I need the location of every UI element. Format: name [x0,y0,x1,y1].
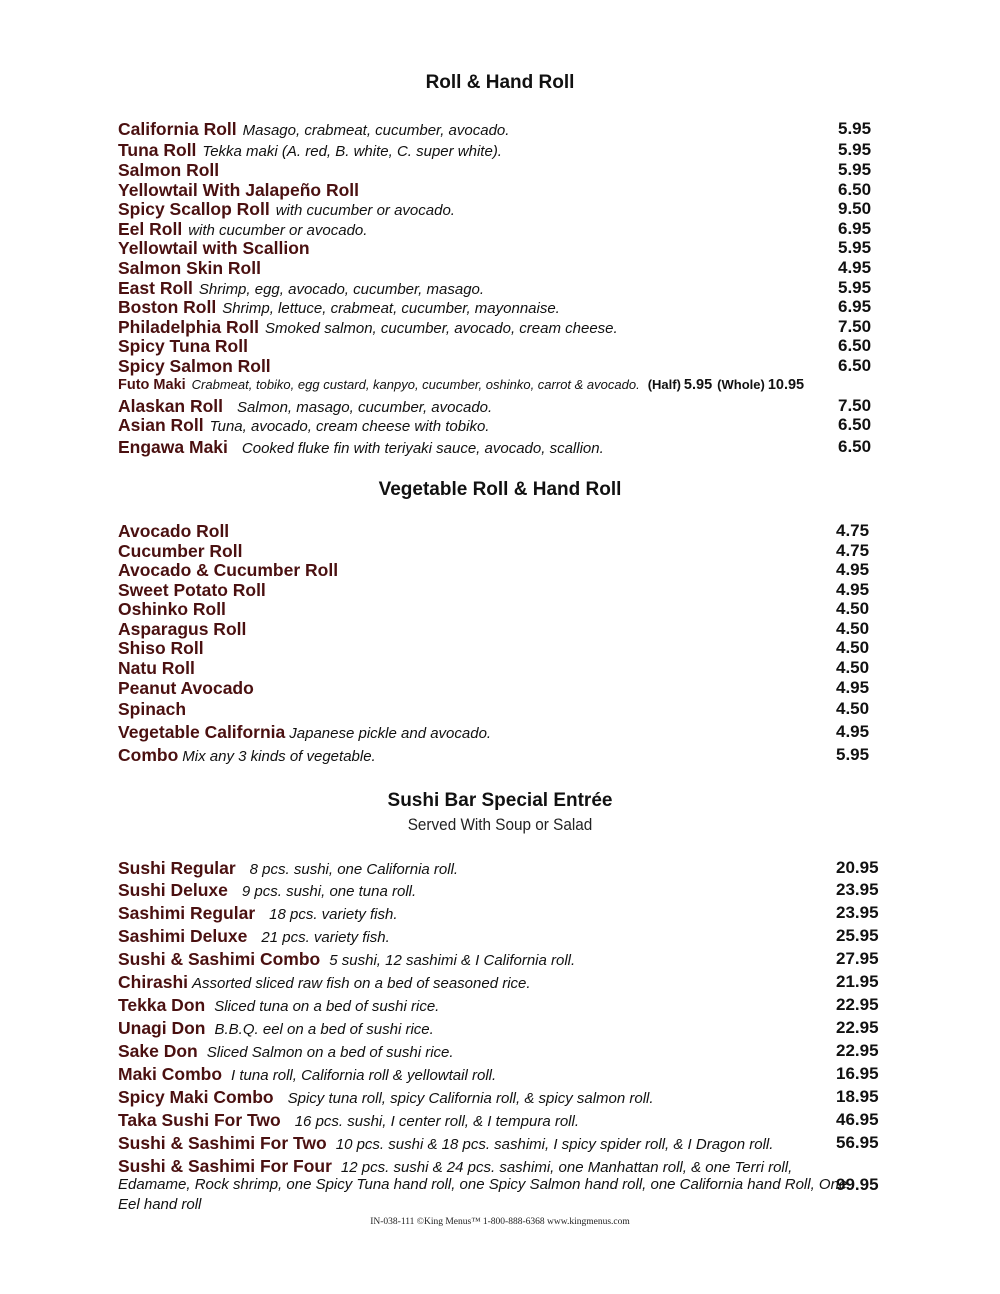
item-name: Sushi & Sashimi Combo [118,949,321,969]
section-title-special: Sushi Bar Special Entrée [387,790,613,811]
item-name: Boston Roll [118,297,217,317]
item-desc: 18 pcs. variety fish. [269,906,398,923]
menu-item [118,199,888,219]
item-name: Peanut Avocado [118,678,254,698]
menu-item [118,317,888,337]
item-desc: Spicy tuna roll, spicy California roll, & spicy salmon roll. [287,1090,654,1107]
item-price: 20.95 [836,858,879,877]
item-name: Spinach [118,699,187,719]
item-name: Unagi Don [118,1018,206,1038]
item-price: 7.50 [838,396,872,415]
item-desc: Masago, crabmeat, cucumber, avocado. [242,122,510,139]
item-price: 6.50 [838,356,872,375]
half-label: (Half) [647,377,681,392]
item-desc-continued: Edamame, Rock shrimp, one Spicy Tuna hand roll, one Spicy Salmon hand roll, one California hand Roll, One [118,1176,848,1193]
item-price: 5.95 [838,140,872,159]
item-desc: 16 pcs. sushi, I center roll, & I tempura roll. [294,1113,580,1130]
section-subtitle: Served With Soup or Salad [407,815,593,834]
half-price: 5.95 [683,377,713,393]
item-desc-continued: Eel hand roll [118,1196,202,1213]
menu-item [118,258,888,278]
item-desc: B.B.Q. eel on a bed of sushi rice. [214,1021,434,1038]
menu-item [118,1087,888,1107]
item-desc: Salmon, masago, cucumber, avocado. [237,399,493,416]
item-price: 4.75 [836,541,870,560]
item-name: Yellowtail With Jalapeño Roll [118,180,359,200]
item-name: Sushi Deluxe [118,880,228,900]
menu-item [118,722,888,742]
item-desc: 10 pcs. sushi & 18 pcs. sashimi, I spicy spider roll, & I Dragon roll. [335,1136,774,1153]
item-name: Sweet Potato Roll [118,580,266,600]
menu-item [118,180,888,200]
item-desc: Tuna, avocado, cream cheese with tobiko. [209,418,490,435]
menu-item [118,238,888,258]
menu-item [118,560,888,580]
item-price: 6.50 [838,415,872,434]
item-name: Sake Don [118,1041,198,1061]
menu-item [118,1133,888,1153]
item-price: 46.95 [836,1110,879,1129]
item-price: 4.50 [836,699,870,718]
item-price: 4.95 [836,560,870,579]
item-desc: 9 pcs. sushi, one tuna roll. [241,883,417,900]
menu-item [118,858,888,878]
item-price: 22.95 [836,995,879,1014]
menu-item [118,219,888,239]
item-desc: with cucumber or avocado. [275,202,455,219]
item-price: 56.95 [836,1133,879,1152]
item-desc: Smoked salmon, cucumber, avocado, cream cheese. [265,320,618,337]
item-name: Philadelphia Roll [118,317,259,337]
item-price: 5.95 [838,160,872,179]
menu-item [118,1156,888,1176]
item-price: 5.95 [838,119,872,138]
item-name: Avocado Roll [118,521,230,541]
item-desc: Tekka maki (A. red, B. white, C. super white). [202,143,502,160]
item-desc: Mix any 3 kinds of vegetable. [182,748,376,765]
menu-item [118,1018,888,1038]
footer: IN-038-111 ©King Menus™ 1-800-888-6368 www.kingmenus.com [370,1217,630,1227]
menu-item [118,699,888,719]
item-name: East Roll [118,278,193,298]
item-name: Oshinko Roll [118,599,226,619]
item-price: 4.50 [836,638,870,657]
item-price: 16.95 [836,1064,879,1083]
item-price: 5.95 [836,745,870,764]
item-desc: Sliced tuna on a bed of sushi rice. [214,998,440,1015]
menu-item [118,278,888,298]
menu-item [118,972,888,992]
item-desc: Japanese pickle and avocado. [289,725,492,742]
menu-item [118,678,888,698]
item-price: 4.95 [836,678,870,697]
item-price: 99.95 [836,1175,879,1194]
item-price: 27.95 [836,949,879,968]
whole-label: (Whole) [717,377,765,392]
item-name: Asian Roll [118,415,204,435]
menu-item [118,160,888,180]
item-name: Tekka Don [118,995,206,1015]
item-name: Maki Combo [118,1064,223,1084]
menu-item [118,1041,888,1061]
item-desc: Crabmeat, tobiko, egg custard, kanpyo, cucumber, oshinko, carrot & avocado. [191,377,640,392]
menu-item [118,336,888,356]
item-name: Yellowtail with Scallion [118,238,310,258]
item-name: Salmon Skin Roll [118,258,261,278]
item-name: Futo Maki [118,377,186,393]
item-price: 22.95 [836,1018,879,1037]
menu-item [118,638,888,658]
item-desc: 8 pcs. sushi, one California roll. [249,861,459,878]
item-price: 21.95 [836,972,879,991]
menu-item [118,619,888,639]
menu-item [118,1110,888,1130]
menu-item [118,903,888,923]
item-desc: Shrimp, lettuce, crabmeat, cucumber, mayonnaise. [222,300,560,317]
item-price: 4.95 [836,722,870,741]
item-desc: I tuna roll, California roll & yellowtail roll. [231,1067,497,1084]
item-desc: Shrimp, egg, avocado, cucumber, masago. [198,281,485,298]
menu-item [118,396,888,416]
item-desc: 21 pcs. variety fish. [261,929,390,946]
item-desc: Cooked fluke fin with teriyaki sauce, avocado, scallion. [241,440,604,457]
menu-item [118,745,888,765]
menu-item [118,599,888,619]
item-desc: Assorted sliced raw fish on a bed of seasoned rice. [192,975,531,992]
item-price: 25.95 [836,926,879,945]
item-price: 4.95 [836,580,870,599]
menu-item [118,880,888,900]
item-name: Eel Roll [118,219,183,239]
menu-item [118,995,888,1015]
menu-item [118,356,888,376]
item-desc: 5 sushi, 12 sashimi & I California roll. [329,952,576,969]
item-price: 18.95 [836,1087,879,1106]
item-name: Engawa Maki [118,437,228,457]
menu-item [118,140,888,160]
item-name: California Roll [118,119,237,139]
item-price: 22.95 [836,1041,879,1060]
menu-item [118,541,888,561]
item-name: Spicy Scallop Roll [118,199,270,219]
whole-price: 10.95 [767,377,805,393]
item-name: Sushi & Sashimi For Two [118,1133,327,1153]
menu-item [118,926,888,946]
item-price: 9.50 [838,199,872,218]
item-price: 6.50 [838,180,872,199]
item-name: Tuna Roll [118,140,197,160]
item-desc: 12 pcs. sushi & 24 pcs. sashimi, one Manhattan roll, & one Terri roll, [340,1159,793,1176]
item-price: 5.95 [838,238,872,257]
item-name: Alaskan Roll [118,396,224,416]
item-price: 5.95 [838,278,872,297]
item-name: Shiso Roll [118,638,204,658]
item-name: Sashimi Deluxe [118,926,248,946]
menu-item [118,415,888,435]
item-price: 6.95 [838,219,872,238]
item-name: Combo [118,745,179,765]
item-name: Taka Sushi For Two [118,1110,281,1130]
item-name: Spicy Tuna Roll [118,336,248,356]
menu-item [118,119,888,139]
item-name: Chirashi [118,972,189,992]
item-price: 4.75 [836,521,870,540]
menu-item [118,580,888,600]
menu-item [118,437,888,457]
item-name: Sashimi Regular [118,903,256,923]
item-name: Cucumber Roll [118,541,243,561]
section-title-roll: Roll & Hand Roll [425,72,575,93]
item-desc: with cucumber or avocado. [188,222,368,239]
item-name: Spicy Salmon Roll [118,356,271,376]
item-price: 4.50 [836,658,870,677]
item-price: 6.50 [838,437,872,456]
item-name: Vegetable California [118,722,286,742]
item-price: 4.50 [836,599,870,618]
item-price: 6.95 [838,297,872,316]
item-price: 6.50 [838,336,872,355]
menu-item-futo-maki [118,376,888,396]
item-price: 7.50 [838,317,872,336]
menu-item [118,1064,888,1084]
item-name: Sushi & Sashimi For Four [118,1156,332,1176]
menu-item [118,949,888,969]
item-name: Salmon Roll [118,160,220,180]
item-name: Avocado & Cucumber Roll [118,560,339,580]
menu-item [118,297,888,317]
item-name: Asparagus Roll [118,619,247,639]
item-price: 23.95 [836,880,879,899]
section-title-vegetable: Vegetable Roll & Hand Roll [378,479,622,500]
item-name: Sushi Regular [118,858,236,878]
item-price: 4.95 [838,258,872,277]
item-name: Spicy Maki Combo [118,1087,274,1107]
item-price: 4.50 [836,619,870,638]
item-price: 23.95 [836,903,879,922]
menu-item [118,658,888,678]
item-desc: Sliced Salmon on a bed of sushi rice. [206,1044,454,1061]
menu-item [118,521,888,541]
item-name: Natu Roll [118,658,195,678]
